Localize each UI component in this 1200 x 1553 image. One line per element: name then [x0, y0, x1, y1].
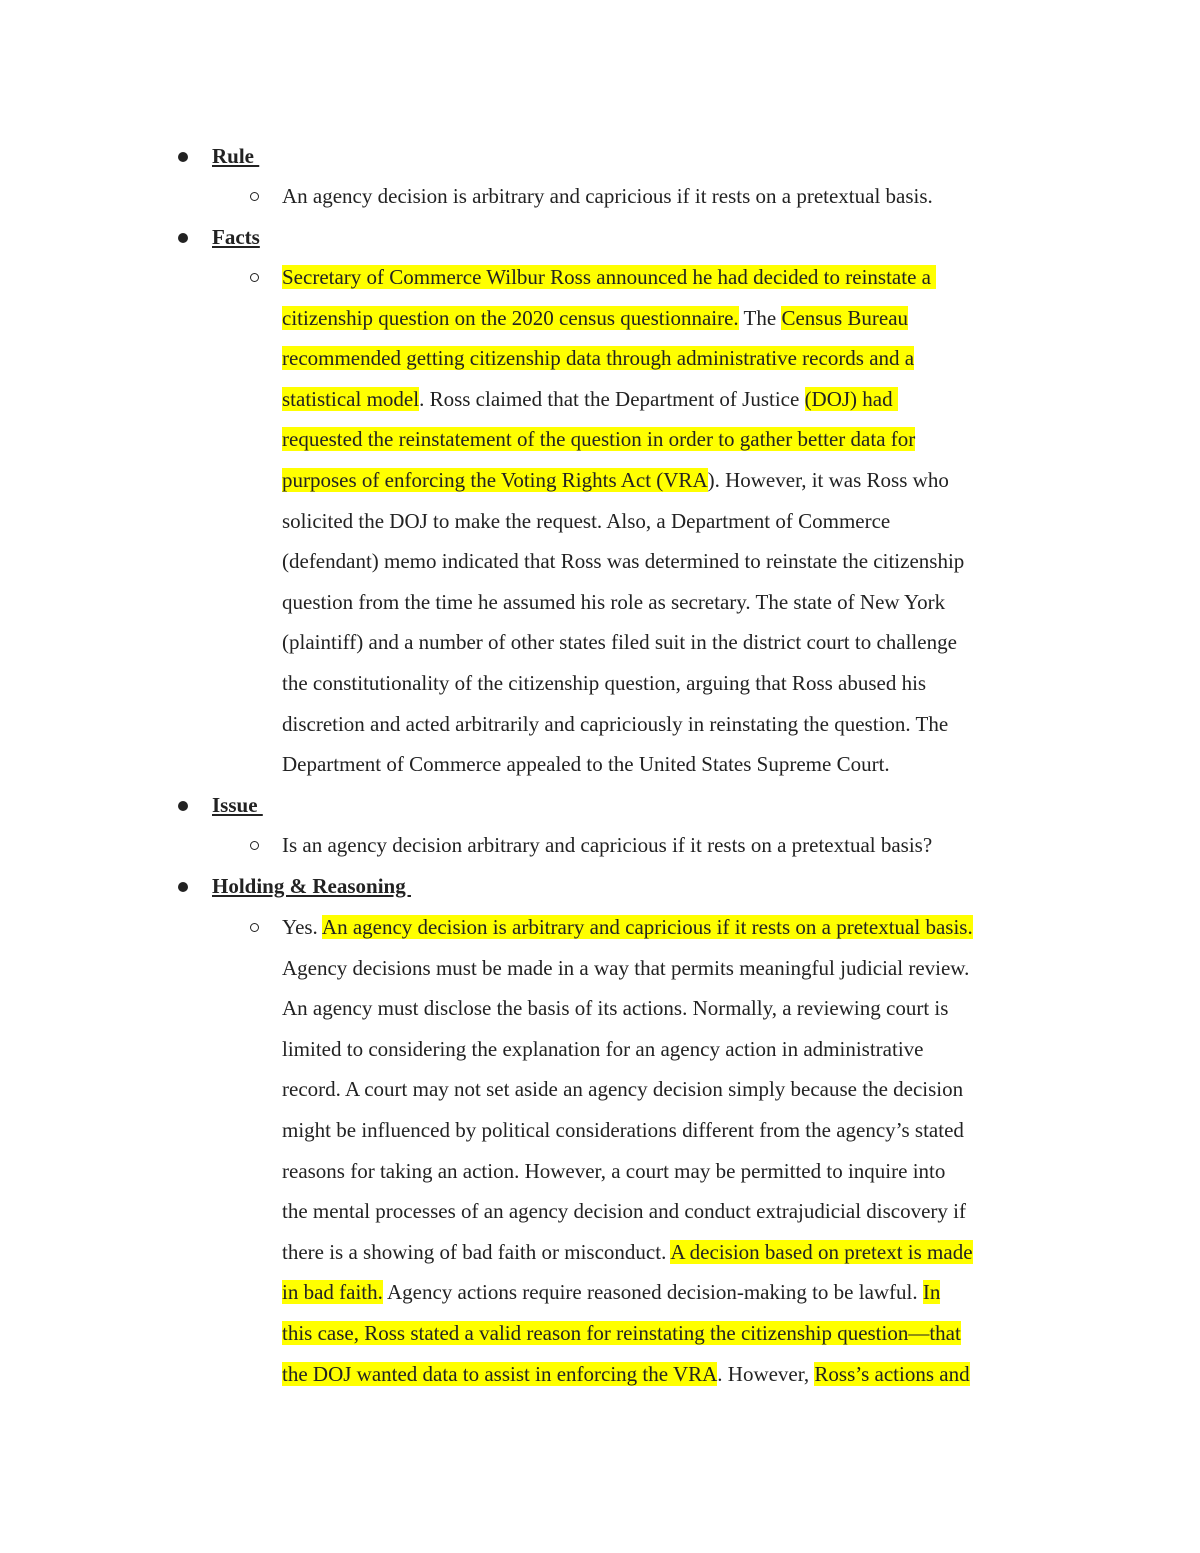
text-line: [282, 1110, 1072, 1151]
text-line: [282, 419, 1072, 460]
bullet-dot-icon: [178, 152, 188, 162]
highlighted-text: this case, Ross stated a valid reason for reinstating the citizenship question—that: [282, 1320, 961, 1345]
plain-text: Is an agency decision arbitrary and capricious if it rests on a pretextual basis?: [282, 833, 933, 857]
bullet-circle-icon: [250, 192, 259, 201]
highlighted-text: In: [922, 1280, 941, 1305]
text-line: [282, 1029, 1072, 1070]
text-line: [282, 825, 1072, 866]
text-line: [282, 1354, 1072, 1395]
plain-text: (plaintiff) and a number of other states filed suit in the district court to challenge: [282, 630, 957, 655]
bullet-circle-icon: [250, 841, 259, 850]
plain-text: there is a showing of bad faith or misconduct.: [282, 1239, 671, 1264]
plain-text: reasons for taking an action. However, a court may be permitted to inquire into: [282, 1158, 946, 1183]
heading-issue: Issue: [212, 793, 263, 817]
plain-text: . However,: [717, 1361, 815, 1386]
bullet-circle-icon: [250, 273, 259, 282]
text-line: [282, 663, 1072, 704]
plain-text: An agency must disclose the basis of its actions. Normally, a reviewing court is: [282, 996, 949, 1021]
highlighted-text: the DOJ wanted data to assist in enforcing the VRA: [282, 1361, 718, 1386]
text-line: [282, 948, 1072, 989]
highlighted-text: citizenship question on the 2020 census questionnaire.: [282, 305, 739, 330]
bullet-dot-icon: [178, 882, 188, 892]
highlighted-text: recommended getting citizenship data through administrative records and a: [282, 346, 915, 371]
highlighted-text: (DOJ) had: [804, 386, 898, 411]
text-line: [282, 541, 1072, 582]
highlighted-text: Census Bureau: [781, 305, 909, 330]
bullet-dot-icon: [178, 801, 188, 811]
plain-text: solicited the DOJ to make the request. Also, a Department of Commerce: [282, 508, 891, 533]
text-line: [282, 1313, 1072, 1354]
highlighted-text: Ross’s actions and: [814, 1361, 970, 1386]
heading-facts: Facts: [212, 225, 260, 249]
plain-text: the constitutionality of the citizenship question, arguing that Ross abused his: [282, 670, 927, 695]
plain-text: might be influenced by political considerations different from the agency’s stated: [282, 1117, 964, 1142]
text-line: [282, 257, 1072, 298]
text-line: [282, 1191, 1072, 1232]
text-line: [282, 501, 1072, 542]
plain-text: discretion and acted arbitrarily and capriciously in reinstating the question. The: [282, 711, 949, 736]
plain-text: An agency decision is arbitrary and capricious if it rests on a pretextual basis.: [282, 184, 933, 208]
text-line: [282, 1232, 1072, 1273]
text-line: [282, 1069, 1072, 1110]
plain-text: record. A court may not set aside an agency decision simply because the decision: [282, 1077, 964, 1102]
bullet-dot-icon: [178, 233, 188, 243]
text-line: [282, 338, 1072, 379]
bullet-circle-icon: [250, 923, 259, 932]
text-line: [282, 622, 1072, 663]
highlighted-text: in bad faith.: [282, 1280, 383, 1305]
plain-text: question from the time he assumed his role as secretary. The state of New York: [282, 589, 946, 614]
plain-text: Department of Commerce appealed to the United States Supreme Court.: [282, 752, 890, 777]
plain-text: Yes.: [282, 915, 322, 939]
text-line: [282, 988, 1072, 1029]
holding-text: [282, 907, 1072, 1394]
plain-text: ). However, it was Ross who: [707, 467, 949, 492]
text-line: [282, 704, 1072, 745]
plain-text: limited to considering the explanation for an agency action in administrative: [282, 1036, 924, 1061]
text-line: [282, 1151, 1072, 1192]
highlighted-text: purposes of enforcing the Voting Rights Act (VRA: [282, 467, 708, 492]
plain-text: Agency actions require reasoned decision-making to be lawful.: [382, 1280, 923, 1305]
text-line: [282, 176, 1072, 217]
rule-text: [282, 176, 1072, 217]
plain-text: The: [738, 305, 782, 330]
text-line: [282, 744, 1072, 785]
highlighted-text: An agency decision is arbitrary and capricious if it rests on a pretextual basis.: [321, 915, 973, 939]
plain-text: (defendant) memo indicated that Ross was determined to reinstate the citizenship: [282, 549, 965, 574]
text-line: [282, 582, 1072, 623]
text-line: [282, 907, 1072, 948]
plain-text: Agency decisions must be made in a way that permits meaningful judicial review.: [282, 955, 970, 980]
text-line: [282, 298, 1072, 339]
highlighted-text: statistical model: [282, 386, 420, 411]
highlighted-text: requested the reinstatement of the question in order to gather better data for: [282, 427, 916, 452]
issue-text: [282, 825, 1072, 866]
heading-holding-reasoning: Holding & Reasoning: [212, 874, 411, 898]
highlighted-text: A decision based on pretext is made: [670, 1239, 973, 1264]
text-line: [282, 379, 1072, 420]
plain-text: the mental processes of an agency decision and conduct extrajudicial discovery if: [282, 1199, 966, 1224]
highlighted-text: Secretary of Commerce Wilbur Ross announced he had decided to reinstate a: [282, 265, 937, 289]
text-line: [282, 460, 1072, 501]
text-line: [282, 1272, 1072, 1313]
plain-text: . Ross claimed that the Department of Justice: [419, 386, 805, 411]
heading-rule: Rule: [212, 144, 260, 168]
facts-text: [282, 257, 1072, 785]
